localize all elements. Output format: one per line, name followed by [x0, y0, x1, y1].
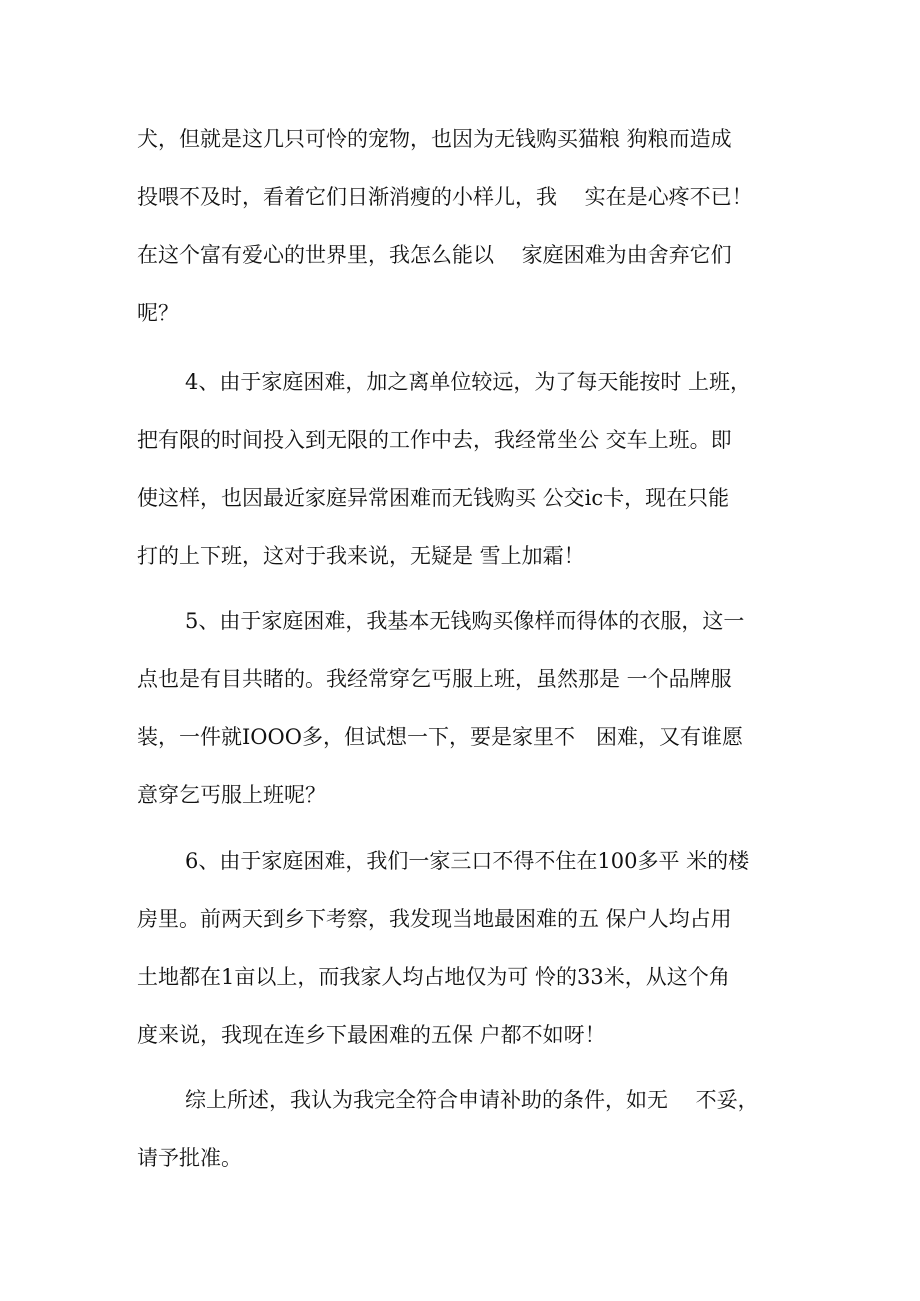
text-line: 打的上下班，这对于我来说，无疑是 雪上加霜！	[137, 544, 585, 568]
text-line: 使这样，也因最近家庭异常困难而无钱购买 公交ic卡，现在只能	[137, 486, 730, 510]
text-line: 度来说，我现在连乡下最困难的五保 户都不如呀！	[137, 1023, 606, 1047]
text-line: 装，一件就IOOO多，但试想一下，要是家里不 困难，又有谁愿	[137, 725, 743, 749]
text-line: 投喂不及时，看着它们日渐消瘦的小样儿，我 实在是心疼不已！	[137, 185, 753, 209]
text-line: 综上所述，我认为我完全符合申请补助的条件，如无 不妥，	[185, 1088, 759, 1112]
paragraph-pets	[137, 110, 797, 342]
text-line: 犬，但就是这几只可怜的宠物，也因为无钱购买猫粮 狗粮而造成	[137, 127, 732, 151]
text-line: 意穿乞丐服上班呢？	[137, 783, 326, 807]
paragraph-summary	[137, 1071, 797, 1187]
paragraph-item-4	[137, 353, 797, 585]
text-line: 在这个富有爱心的世界里，我怎么能以 家庭困难为由舍弃它们	[137, 243, 732, 267]
text-line: 4、由于家庭困难，加之离单位较远，为了每天能按时 上班，	[185, 370, 752, 394]
text-line: 请予批准。	[137, 1146, 242, 1170]
text-line: 呢？	[137, 301, 179, 325]
text-line: 6、由于家庭困难，我们一家三口不得不住在100多平 米的楼	[185, 849, 750, 873]
text-line: 土地都在1亩以上，而我家人均占地仅为可 怜的33米，从这个角	[137, 965, 730, 989]
text-line: 5、由于家庭困难，我基本无钱购买像样而得体的衣服，这一	[185, 609, 745, 633]
text-line: 把有限的时间投入到无限的工作中去，我经常坐公 交车上班。即	[137, 428, 732, 452]
text-line: 点也是有目共睹的。我经常穿乞丐服上班，虽然那是 一个品牌服	[137, 667, 732, 691]
paragraph-item-5	[137, 592, 797, 824]
text-line: 房里。前两天到乡下考察，我发现当地最困难的五 保户人均占用	[137, 907, 732, 931]
paragraph-item-6	[137, 832, 797, 1064]
